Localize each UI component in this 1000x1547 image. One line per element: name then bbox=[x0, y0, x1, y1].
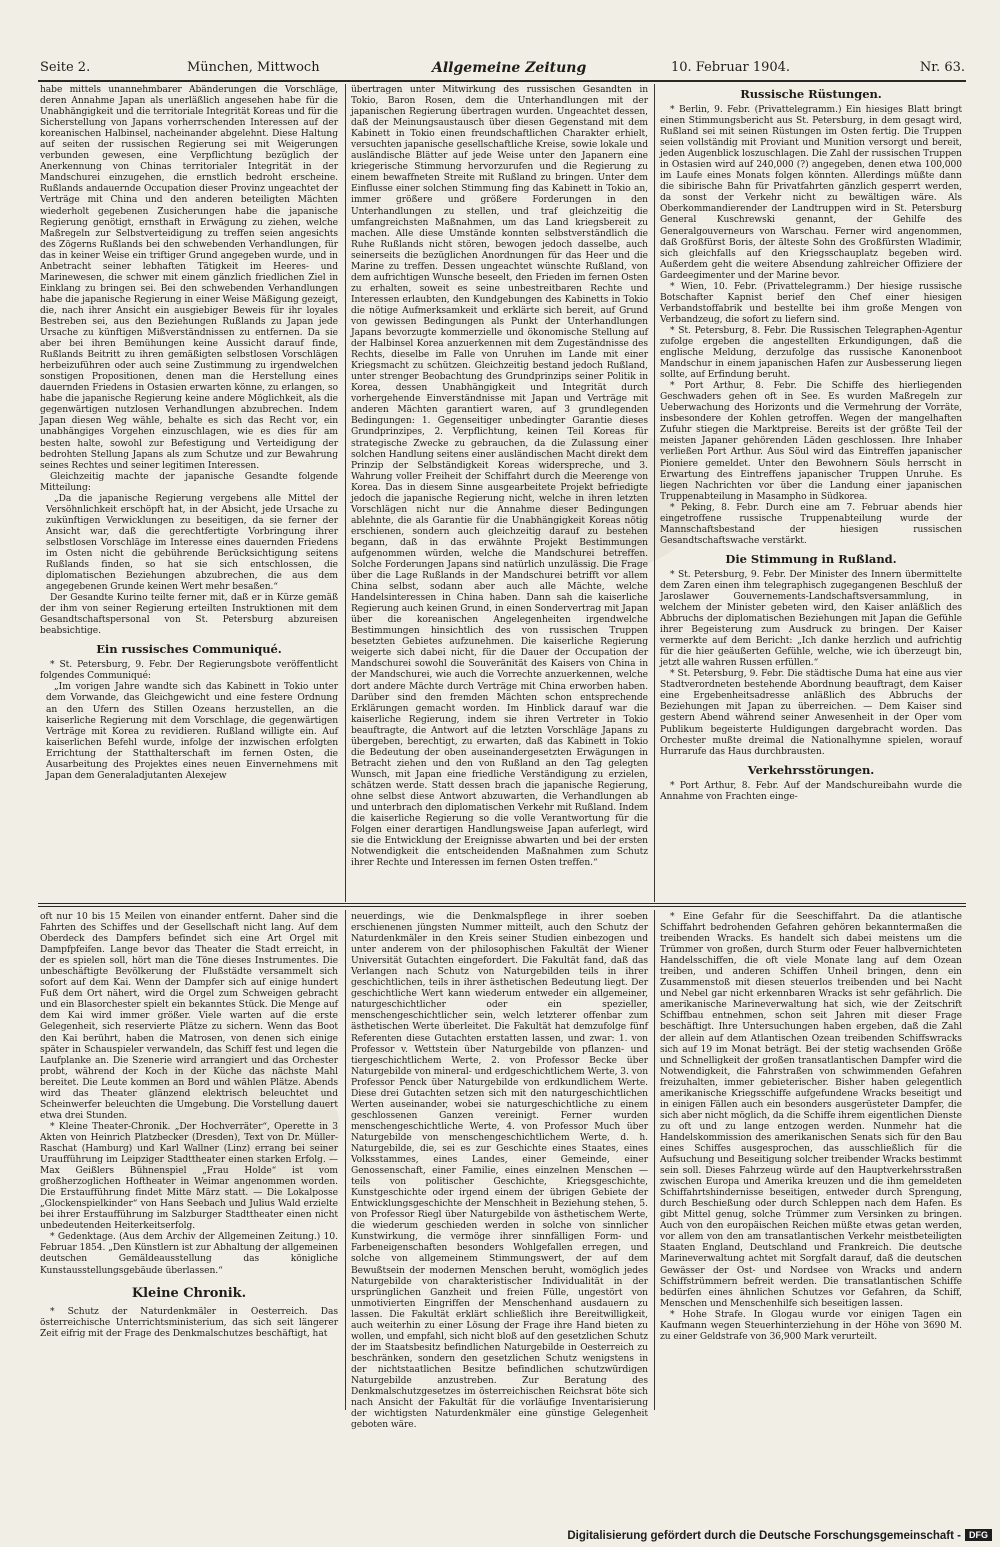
paragraph: * Kleine Theater-Chronik. „Der Hochverräter“, Operette in 3 Akten von Heinrich Platzbecker (Dresden), Text von Dr. Müller-Raschat (Hamburg) und Karl Wallner (Linz) errang bei seiner Uraufführung im Leipziger Stadttheater einen starken Erfolg. — Max Geißlers Bühnenspiel „Frau Holde“ ist vom großherzoglichen Hoftheater in Weimar angenommen worden. Die Erstaufführung findet Mitte März statt. — Die Lokalposse „Glockenspielkinder“ von Hans Seebach und Julius Wald erzielte bei ihrer Erstaufführung im Salzburger Stadttheater einen nicht unbedeutenden Heiterkeitserfolg. bbox=[40, 1121, 338, 1232]
paragraph: * St. Petersburg, 9. Febr. Die städtische Duma hat eine aus vier Stadtverordneten bestehende Abordnung beauftragt, dem Kaiser eine Ergebenheitsadresse anläßlich des Abbruchs der Beziehungen mit Japan zu überreichen. — Dem Kaiser sind gestern Abend während seiner Anwesenheit in der Oper vom Publikum begeisterte Huldigungen dargebracht worden. Das Orchester mußte dreimal die Nationalhymne spielen, worauf Hurrarufe das Haus durchbrausten. bbox=[660, 669, 962, 757]
paragraph: * Port Arthur, 8. Febr. Die Schiffe des hierliegenden Geschwaders gehen oft in See. Es wurden Maßregeln zur Ueberwachung des Horizonts und die Vermehrung der Vorräte, insbesondere der Kohlen getroffen. Wegen der mangelhaften Zufuhr stiegen die Marktpreise. Bereits ist der größte Teil der meisten Japaner gehörenden Läden geschlossen. Ihre Inhaber verließen Port Arthur. Aus Söul wird das Eintreffen japanischer Pioniere gemeldet. Unter den Bewohnern Söuls herrscht in Erwartung des Eintreffens japanischer Truppen Unruhe. Es liegen Nachrichten vor über die Landung einer japanischen Truppenabteilung in Masampho in Südkorea. bbox=[660, 381, 962, 502]
paragraph: * Eine Gefahr für die Seeschiffahrt. Da die atlantische Schiffahrt bedrohenden Gefahren gehören bekanntermaßen die treibenden Wracks. Es handelt sich dabei meistens um die Trümmer von großen, durch Sturm oder Feuer halbvernichteten Handelsschiffen, die oft viele Monate lang auf dem Ozean treiben, und anderen Schiffen Unheil bringen, denn ein Zusammenstoß mit diesen steuerlos treibenden und bei Nacht und Nebel gar nicht erkennbaren Wracks ist sehr gefährlich. Die amerikanische Marineverwaltung hat sich, wie der Zeitschrift Schiffbau entnehmen, schon seit Jahren mit dieser Frage beschäftigt. Ihre Untersuchungen haben ergeben, daß die Zahl der allein auf dem Atlantischen Ozean treibenden Schiffswracks sich auf 19 im Monat beträgt. Bei der stetig wachsenden Größe und Schnelligkeit der großen transatlantischen Dampfer wird die Notwendigkeit, die Fahrstraßen von schwimmenden Gefahren freizuhalten, immer gebieterischer. Bisher haben gelegentlich amerikanische Kriegsschiffe aufgefundene Wracks beseitigt und in einigen Fällen auch ein besonders ausgerüsteter Dampfer, die sich aber nicht möglich, da die Schiffe ihrem eigentlichen Dienste zu oft und zu lange entzogen werden. Nunmehr hat die Handelskommission des amerikanischen Senats sich für den Bau eines Schiffes ausgesprochen, das ausschließlich für die Aufsuchung und Beseitigung solcher treibender Wracks bestimmt sein soll. Dieses Fahrzeug würde auf den Hauptverkehrsstraßen zwischen Europa und Amerika kreuzen und die ihm gemeldeten Schiffahrtshindernisse beseitigen, entweder durch Sprengung, durch Beschießung oder durch Schleppen nach dem Hafen. Es gibt Mittel genug, solche Trümmer zum Versinken zu bringen. Auch von den europäischen Reichen müßte etwas getan werden, vor allem von den am transatlantischen Verkehr meistbeteiligten Staaten England, Deutschland und Frankreich. Die deutsche Marineverwaltung achtet mit Sorgfalt darauf, daß die deutschen Gewässer der Ost- und Nordsee von Wracks und andern Schiffstrümmern befreit werden. Die transatlantischen Schiffe bedürfen eines ähnlichen Schutzes vor Gefahren, da Schiff, Menschen und Menschenhilfe sich beseitigen lassen. bbox=[660, 912, 962, 1309]
feuilleton-rule bbox=[38, 906, 966, 907]
credit-text: Digitalisierung gefördert durch die Deutsche Forschungsgemeinschaft - bbox=[567, 1530, 961, 1542]
header-rule bbox=[38, 80, 966, 82]
paragraph: Gleichzeitig machte der japanische Gesandte folgende Mitteilung: bbox=[40, 471, 338, 493]
paragraph: * Port Arthur, 8. Febr. Auf der Mandschureibahn wurde die Annahme von Frachten einge- bbox=[660, 780, 962, 802]
paragraph: * Schutz der Naturdenkmäler in Oesterreich. Das österreichische Unterrichtsministerium, das sich seit längerer Zeit eifrig mit der Frage des Denkmalschutzes beschäftigt, hat bbox=[40, 1306, 338, 1339]
dfg-logo: DFG bbox=[965, 1529, 992, 1541]
newspaper-title: Allgemeine Zeitung bbox=[432, 60, 587, 76]
column-divider bbox=[654, 910, 655, 1410]
page-number: Seite 2. bbox=[40, 60, 91, 75]
paragraph: oft nur 10 bis 15 Meilen von einander entfernt. Daher sind die Fahrten des Schiffes und der Gesellschaft nicht lang. Auf dem Oberdeck des Dampfers befindet sich eine Art Orgel mit Dampfpfeifen. Lange bevor das Theater die Stadt erreicht, in der es spielen soll, hört man die Töne dieses Instrumentes. Die unbeschäftigte Bevölkerung der Flußstädte versammelt sich sofort auf dem Kai. Wenn der Dampfer sich auf einige hundert Fuß dem Ort nähert, wird die Orgel zum Schweigen gebracht und ein Blasorchester spielt ein bekanntes Stück. Die Menge auf dem Kai wird immer größer. Viele warten auf die erste Gelegenheit, sich reservierte Plätze zu sichern. Wenn das Boot den Kai berührt, haben die Matrosen, von denen sich einige später in Schauspieler verwandeln, das Schiff fest und legen die Laufplanke an. Die Szenerie wird arrangiert und das Orchester probt, während der Koch in der Küche das nächste Mahl bereitet. Die Leute kommen an Bord und wählen Plätze. Abends wird das Theater glänzend elektrisch beleuchtet und Scheinwerfer beleuchten die Umgebung. Die Vorstellung dauert etwa drei Stunden. bbox=[40, 912, 338, 1121]
column-2 bbox=[351, 85, 648, 900]
paragraph: * Berlin, 9. Febr. (Privattelegramm.) Ein hiesiges Blatt bringt einen Stimmungsbericht aus St. Petersburg, in dem gesagt wird, Rußland sei mit seinen Rüstungen im Osten fertig. Die Truppen seien vollständig mit Proviant und Munition versorgt und bereit, jeden Augenblick loszuschlagen. Die Zahl der russischen Truppen in Ostasien wird auf 240,000 (?) angegeben, denen etwa 100,000 im Laufe eines Monats folgen könnten. Allerdings müßte dann die sibirische Bahn für Privatfahrten gänzlich gesperrt werden, da sonst der Verkehr nicht zu bewältigen wäre. Als Oberkommandierender der Landtruppen wird in St. Petersburg General Kuschrewski genannt, der Gehilfe des Generalgouverneurs von Warschau. Ferner wird angenommen, daß Großfürst Boris, der älteste Sohn des Großfürsten Wladimir, sich gleichfalls auf den Kriegsschauplatz begeben wird. Außerdem geht die weitere Absendung zahlreicher Offiziere der Gardeegimenter und der Marine bevor. bbox=[660, 105, 962, 281]
column-6 bbox=[660, 912, 962, 1408]
paragraph: * Hohe Strafe. In Glogau wurde vor einigen Tagen ein Kaufmann wegen Steuerhinterziehung in der Höhe von 3690 M. zu einer Geldstrafe von 36,900 Mark verurteilt. bbox=[660, 1309, 962, 1342]
feuilleton-rule bbox=[38, 903, 966, 904]
column-3 bbox=[660, 85, 962, 900]
column-4 bbox=[40, 912, 338, 1408]
issue-date: 10. Februar 1904. bbox=[671, 60, 791, 75]
section-heading: Ein russisches Communiqué. bbox=[96, 642, 282, 657]
paragraph: übertragen unter Mitwirkung des russischen Gesandten in Tokio, Baron Rosen, dem die Unterhandlungen mit der japanischen Regierung übertragen wurden. Ungeachtet dessen, daß der Meinungsaustausch über diesen Gegenstand mit dem Kabinett in Tokio einen freundschaftlichen Charakter erhielt, versuchten japanische gesellschaftliche Kreise, sowie lokale und ausländische Blätter auf jede Weise unter den Japanern eine kriegerische Stimmung hervorzurufen und die Regierung zu einem bewaffneten Streite mit Rußland zu bringen. Unter dem Einflusse einer solchen Stimmung fing das Kabinett in Tokio an, immer größere und größere Forderungen in den Unterhandlungen zu stellen, und traf gleichzeitig die umfangreichsten Maßnahmen, um das Land kriegsbereit zu machen. Alle diese Umstände konnten selbstverständlich die Ruhe Rußlands nicht stören, bewogen jedoch dasselbe, auch seinerseits die bezüglichen Anordnungen für das Heer und die Marine zu treffen. Dessen ungeachtet wünschte Rußland, von dem aufrichtigen Wunsche beseelt, den Frieden im fernen Osten zu erhalten, soweit es seine unbestreitbaren Rechte und Interessen erlaubten, den Kundgebungen des Kabinetts in Tokio die nötige Aufmerksamkeit und erklärte sich bereit, auf Grund von gewissen Bedingungen als Punkt der Unterhandlungen Japans bevorzugte kommerzielle und ökonomische Stellung auf der Halbinsel Korea anzuerkennen mit dem Zugeständnisse des Rechts, dieselbe im Falle von Unruhen im Lande mit einer Kriegsmacht zu schützen. Gleichzeitig bestand jedoch Rußland, unter strenger Beobachtung des Grundprinzips seiner Politik in Korea, dessen Unabhängigkeit und Integrität durch vorhergehende Einverständnisse mit Japan und Verträge mit anderen Mächten garantiert waren, auf 3 grundlegenden Bedingungen: 1. Gegenseitiger unbedingter Garantie dieses Grundprinzipes, 2. Verpflichtung, keinen Teil Koreas für strategische Zwecke zu gebrauchen, da die Zulassung einer solchen Handlung seitens einer ausländischen Macht direkt dem Prinzip der Selbständigkeit Koreas widerspreche, und 3. Wahrung voller Freiheit der Schiffahrt durch die Meerenge von Korea. Das in diesem Sinne ausgearbeitete Projekt befriedigte jedoch die japanische Regierung nicht, welche in ihren letzten Vorschlägen nicht nur die Annahme dieser Bedingungen ablehnte, die als Garantie für die Unabhängigkeit Koreas nötig erschienen, sondern auch gleichzeitig darauf zu bestehen begann, daß in das erwähnte Projekt Bestimmungen aufgenommen würden, welche die Mandschurei betreffen. Solche Forderungen Japans sind natürlich unzulässig. Die Frage über die Lage Rußlands in der Mandschurei betrifft vor allem China selbst, sodann aber auch alle Mächte, welche Handelsinteressen in China haben. Dann sah die kaiserliche Regierung auch keinen Grund, in einen Sondervertrag mit Japan über die koreanischen Angelegenheiten irgendwelche Bestimmungen hinsichtlich des von russischen Truppen besetzten Gebietes aufzunehmen. Die kaiserliche Regierung weigerte sich dabei nicht, für die Dauer der Occupation der Mandschurei sowohl die Souveränität des Kaisers von China in der Mandschurei, wie auch die Vorrechte anzuerkennen, welche dort andere Mächte durch Verträge mit China erworben haben. Darüber sind den fremden Mächten schon entsprechende Erklärungen gemacht worden. Im Hinblick darauf war die kaiserliche Regierung, indem sie ihren Vertreter in Tokio beauftragte, die Antwort auf die letzten Vorschläge Japans zu übergeben, berechtigt, zu erwarten, daß das Kabinett in Tokio die Bedeutung der oben auseinandergesetzten Erwägungen in Betracht ziehen und den von Rußland an den Tag gelegten Wunsch, mit Japan eine friedliche Verständigung zu erzielen, schätzen werde. Statt dessen brach die japanische Regierung, ohne selbst diese Antwort abzuwarten, die Verhandlungen ab und unterbrach den diplomatischen Verkehr mit Rußland. Indem die kaiserliche Regierung so die volle Verantwortung für die Folgen einer derartigen Handlungsweise Japan auferlegt, wird sie die Entwicklung der Ereignisse abwarten und bei der ersten Notwendigkeit die entscheidenden Maßnahmen zum Schutz ihrer Rechte und Interessen im fernen Osten treffen.“ bbox=[351, 85, 648, 869]
column-divider bbox=[654, 84, 655, 902]
section-heading: Verkehrsstörungen. bbox=[747, 762, 875, 777]
quoted-statement: „Da die japanische Regierung vergebens alle Mittel der Versöhnlichkeit erschöpft hat, in der Absicht, jede Ursache zu zukünftigen Verwicklungen zu beseitigen, da sie ferner der Ansicht war, daß die gerechtfertigte Vorbringung ihrer selbstlosen Vorschläge im Interesse eines dauernden Friedens im Osten nicht die gebührende Berücksichtigung seitens Rußlands finden, so hat sie sich entschlossen, die diplomatischen Beziehungen abzubrechen, die aus dem angegebenen Grunde keinen Wert mehr besaßen.“ bbox=[46, 493, 338, 593]
running-head bbox=[40, 58, 965, 82]
paragraph: Der Gesandte Kurino teilte ferner mit, daß er in Kürze gemäß der ihm von seiner Regierung erteilten Instruktionen mit dem Gesandtschaftspersonal von St. Petersburg abzureisen beabsichtige. bbox=[40, 593, 338, 637]
section-heading: Russische Rüstungen. bbox=[740, 87, 882, 101]
paragraph: * St. Petersburg, 8. Febr. Die Russischen Telegraphen-Agentur zufolge ergeben die angestellten Erkundigungen, daß die englische Meldung, derzufolge das russische Kanonenboot Mandschur in einem japanischen Hafen zur Ausbesserung liegen sollte, auf Erfindung beruht. bbox=[660, 325, 962, 381]
digitization-credit bbox=[567, 1529, 992, 1542]
paragraph: * Wien, 10. Febr. (Privattelegramm.) Der hiesige russische Botschafter Kapnist berief den Chef einer hiesigen Verbandstoffabrik und bestellte bei ihm große Mengen von Verbandzeug, die sofort zu liefern sind. bbox=[660, 281, 962, 325]
quoted-communique: „Im vorigen Jahre wandte sich das Kabinett in Tokio unter dem Vorwande, das Gleichgewicht und eine festere Ordnung an den Ufern des Stillen Ozeans herzustellen, an die kaiserliche Regierung mit dem Vorschlage, die gegenwärtigen Verträge mit Korea zu revidieren. Rußland willigte ein. Auf kaiserlichen Befehl wurde, infolge der inzwischen erfolgten Errichtung der Statthalterschaft im fernen Osten, die Ausarbeitung des Projektes eines neuen Einvernehmens mit Japan dem Generaladjutanten Alexejew bbox=[46, 682, 338, 781]
column-1 bbox=[40, 85, 338, 900]
column-5 bbox=[351, 912, 648, 1431]
section-heading: Die Stimmung in Rußland. bbox=[725, 551, 897, 566]
paragraph: * St. Petersburg, 9. Febr. Der Minister des Innern übermittelte dem Zaren einen ihm telegraphisch zugegangenen Beschluß der Jaroslawer Gouvernements-Landschaftsversammlung, in welchem der Minister gebeten wird, den Kaiser anläßlich des Abbruchs der diplomatischen Beziehungen mit Japan die Gefühle ihrer Begeisterung zum Ausdruck zu bringen. Der Kaiser vermerkte auf dem Bericht: „Ich danke herzlich und aufrichtig für die hier geäußerten Gefühle, welche, wie ich überzeugt bin, jetzt alle wahren Russen erfüllen.“ bbox=[660, 569, 962, 669]
paragraph: * Peking, 8. Febr. Durch eine am 7. Februar abends hier eingetroffene russische Truppenabteilung wurde der Mannschaftsbestand der hiesigen russischen Gesandtschaftswache verstärkt. bbox=[660, 502, 962, 546]
paragraph: * Gedenktage. (Aus dem Archiv der Allgemeinen Zeitung.) 10. Februar 1854. „Den Künstlern ist zur Abhaltung der allgemeinen deutschen Gemäldeausstellung das königliche Kunstausstellungsgebäude überlassen.“ bbox=[40, 1232, 338, 1276]
column-divider bbox=[345, 84, 346, 902]
column-divider bbox=[345, 910, 346, 1410]
paragraph: neuerdings, wie die Denkmalspflege in ihrer soeben erschienenen jüngsten Nummer mitteilt, auch den Schutz der Naturdenkmäler in den Kreis seiner Studien einbezogen und unter anderem von der philosophischen Fakultät der Wiener Universität Gutachten eingefordert. Die Fakultät fand, daß das Verlangen nach Schutz von Naturgebilden teils in ihrer geschichtlichen, teils in ihrer ästhetischen Bedeutung liegt. Der geschichtliche Wert kann wiederum entweder ein allgemeiner, naturgeschichtlicher oder ein spezieller, menschengeschichtlicher sein, welch letzterer offenbar zum ästhetischen Werte überleitet. Die Fakultät hat demzufolge fünf Referenten diese Gutachten erstatten lassen, und zwar: 1. von Professor v. Wettstein über Naturgebilde von pflanzen- und tiergeschichtlichem Werte, 2. von Professor Becke über Naturgebilde von mineral- und erdgeschichtlichem Werte, 3. von Professor Penck über Naturgebilde von erdkundlichem Werte. Diese drei Gutachten setzen sich mit den naturgeschichtlichen Werten auseinander, wobei sie naturgeschichtliche zu einem geschlossenen Ganzen vereinigt. Ferner wurden menschengeschichtliche Werte, 4. von Professor Much über Naturgebilde von menschengeschichtlichem Werte, d. h. Naturgebilde, die, sei es zur Geschichte eines Staates, eines Volksstammes, eines Landes, einer Gemeinde, einer Genossenschaft, einer Familie, eines einzelnen Menschen — teils von politischer Geschichte, Kriegsgeschichte, Kunstgeschichte oder irgend einem der übrigen Gebiete der Entwicklungsgeschichte der Menschheit in Beziehung stehen, 5. von Professor Riegl über Naturgebilde von ästhetischem Werte, die wiederum geschieden werden in solche von sinnlicher Kunstwirkung, die vermöge ihrer sinnfälligen Form- und Farbeneigenschaften besonders Wohlgefallen erregen, und solche von allgemeinem Stimmungswert, der auf dem Bewußtsein der modernen Menschen beruht, womöglich jedes Naturgebilde von charakteristischer Individualität in der ursprünglichen Ganzheit und freien Fülle, ungestört von unmotivierten Eingriffen der Menschenhand ausdauern zu lassen. Die Fakultät erklärt schließlich ihre Bereitwilligkeit, auch weiterhin zu einer Lösung der Frage ihre Hand bieten zu wollen, und empfahl, sich nicht bloß auf den gesetzlichen Schutz der im Staatsbesitz befindlichen Naturgebilde in Oesterreich zu beschränken, sondern den gesetzlichen Schutz wenigstens in der nichtstaatlichen Besitze befindlichen schutzwürdigen Naturgebilde anzustreben. Zur Beratung des Denkmalschutzgesetzes im österreichischen Reichsrat böte sich nach Ansicht der Fakultät für die vorläufige Inventarisierung der wichtigsten Naturdenkmäler eine günstige Gelegenheit geboten wäre. bbox=[351, 912, 648, 1431]
place-date-weekday: München, Mittwoch bbox=[187, 60, 320, 75]
paragraph: * St. Petersburg, 9. Febr. Der Regierungsbote veröffentlicht folgendes Communiqué: bbox=[40, 660, 338, 682]
paragraph: habe mittels unannehmbarer Abänderungen die Vorschläge, deren Annahme Japan als unerläßlich angesehen habe für die Unabhängigkeit und die territoriale Integrität Koreas und für die Sicherstellung von Japans vorherrschenden Interessen auf der koreanischen Halbinsel, nacheinander abgelehnt. Diese Haltung auf seiten der russischen Regierung sei mit Weigerungen verbunden gewesen, eine Verpflichtung bezüglich der Anerkennung von Chinas territorialer Integrität in der Mandschurei einzugehen, die ernstlich bedroht erscheine. Rußlands andauernde Occupation dieser Provinz ungeachtet der Verträge mit China und den anderen beteiligten Mächten wiederholt gegebenen Zusicherungen habe die japanische Regierung genötigt, ernsthaft in Erwägung zu ziehen, welche Maßregeln zur Selbstverteidigung zu treffen seien angesichts des Zögerns Rußlands bei den schwebenden Verhandlungen, für das in keiner Weise ein triftiger Grund angegeben wurde, und in Anbetracht seiner lebhaften Tätigkeit im Heeres- und Marinewesen, die schwer mit einem gänzlich friedlichen Ziel in Einklang zu bringen sei. Bei den schwebenden Verhandlungen habe die japanische Regierung in einer Weise Mäßigung gezeigt, die, nach ihrer Ansicht ein ausgiebiger Beweis für ihr loyales Bestreben sei, aus den Beziehungen Rußlands zu Japan jede Ursache zu künftigen Mißverständnissen zu entfernen. Da sie aber bei ihren Bemühungen keine Aussicht darauf finde, Rußlands Beitritt zu ihren gemäßigten selbstlosen Vorschlägen herbeizuführen oder auch seine Zustimmung zu irgendwelchen sonstigen Propositionen, denen man die Herstellung eines dauernden Friedens in Ostasien erwarten könne, zu erlangen, so habe die japanische Regierung keine andere Möglichkeit, als die gegenwärtigen nutzlosen Verhandlungen abzubrechen. Indem Japan diesen Weg wähle, behalte es sich das Recht vor, ein unabhängiges Vorgehen einzuschlagen, wie es dies für am besten halte, sowohl zur Befestigung und Verteidigung der bedrohten Stellung Japans als zum Schutze und zur Bewahrung seines Rechtes und seiner legitimen Interessen. bbox=[40, 85, 338, 471]
issue-number: Nr. 63. bbox=[919, 60, 965, 75]
section-heading: Kleine Chronik. bbox=[131, 1285, 247, 1301]
